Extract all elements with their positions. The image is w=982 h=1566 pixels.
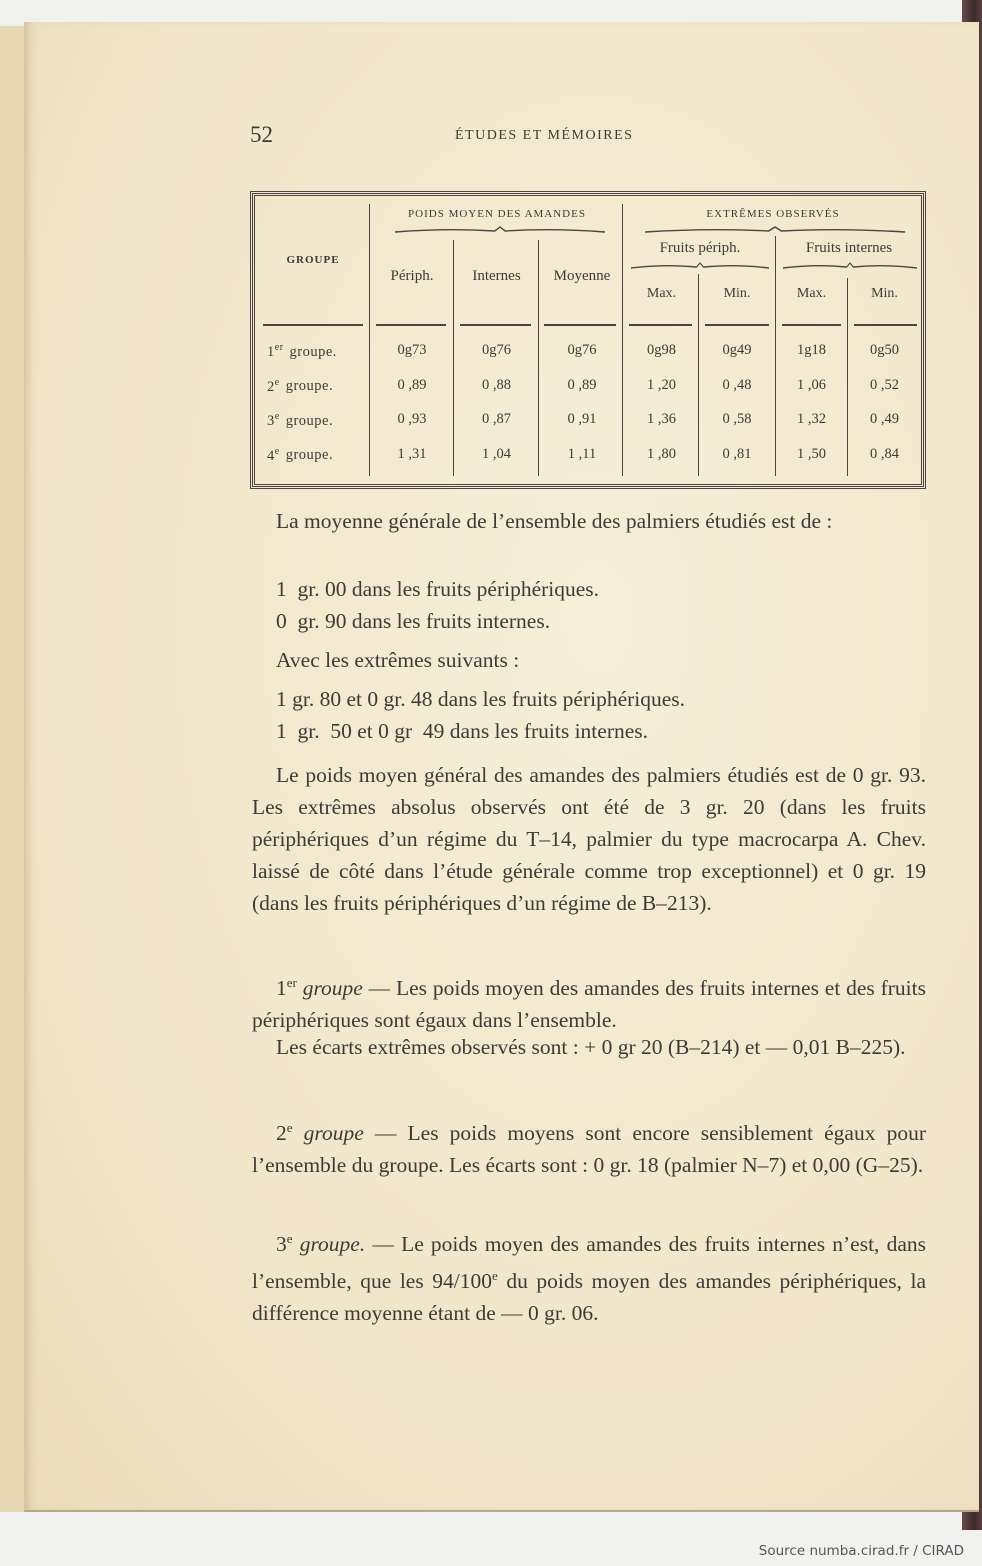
row-group-label	[267, 411, 333, 430]
row-group-label	[267, 342, 337, 361]
group-number: 1	[276, 976, 287, 1001]
cell-internes: 1 ,04	[482, 445, 511, 462]
line-extremes-intro: Avec les extrêmes suivants :	[276, 648, 520, 672]
cell-fi-min: 0 ,49	[870, 411, 899, 427]
cell-moyenne: 0 ,91	[567, 411, 597, 427]
group-label: groupe.	[299, 1232, 366, 1257]
header-rule	[629, 324, 692, 326]
header-rule	[460, 324, 531, 326]
cell-moyenne: 1 ,11	[567, 445, 597, 462]
source-credit: Source numba.cirad.fr / CIRAD	[758, 1543, 964, 1559]
header-fruits-internes: Fruits internes	[805, 240, 893, 256]
header-rule	[544, 324, 616, 326]
paragraph-groupe-1-ecarts: Les écarts extrêmes observés sont : + 0 gr 20 (B–214) et — 0,01 B–225).	[276, 1035, 906, 1059]
header-periph: Périph.	[390, 268, 434, 284]
group-label: groupe	[302, 976, 363, 1001]
ordinal-suffix: e	[274, 445, 280, 457]
ordinal-suffix: er	[274, 342, 284, 353]
header-rule	[263, 324, 363, 326]
group-text: du poids moyen des amandes périphériques, la différence moyenne étant de — 0 gr. 06.	[252, 1269, 926, 1326]
paragraph-groupe-2	[252, 1112, 926, 1181]
paragraph-groupe-1	[252, 967, 926, 1036]
cell-fp-min: 0 ,58	[722, 411, 752, 427]
ordinal-suffix: e	[286, 1231, 293, 1246]
header-fp-min: Min.	[723, 286, 751, 301]
cell-fp-max: 1 ,80	[647, 445, 676, 462]
group-number: 3	[267, 412, 275, 429]
group-text: — Les poids moyens sont encore sensiblement égaux pour l’ensemble du groupe. Les écarts sont : 0 gr. 18 (palmier N–7) et 0,00 (G–25).	[252, 1121, 926, 1178]
brace-decoration	[395, 226, 605, 234]
group-number: 1	[267, 343, 275, 360]
column-divider	[538, 240, 539, 476]
header-moyenne: Moyenne	[553, 268, 611, 284]
group-text: — Les poids moyen des amandes des fruits internes et des fruits périphériques sont égaux dans l’ensemble.	[252, 976, 926, 1033]
header-internes: Internes	[472, 268, 521, 284]
column-divider	[622, 204, 623, 476]
cell-periph: 1 ,31	[397, 445, 427, 462]
ordinal-suffix: e	[274, 411, 280, 422]
cell-fp-max: 1 ,36	[647, 411, 676, 427]
group-word: groupe.	[285, 412, 334, 429]
header-extremes: EXTRÊMES OBSERVÉS	[706, 208, 840, 220]
header-fi-min: Min.	[871, 286, 898, 301]
header-fp-max: Max.	[646, 286, 677, 301]
group-word: groupe.	[285, 447, 334, 464]
brace-decoration	[631, 262, 769, 270]
paragraph-moyenne-generale: La moyenne générale de l’ensemble des palmiers étudiés est de :	[276, 509, 833, 533]
cell-fi-max: 1 ,50	[797, 445, 826, 462]
paragraph-poids-moyen-general: Le poids moyen général des amandes des palmiers étudiés est de 0 gr. 93. Les extrêmes absolus observés ont été de 3 gr. 20 (dans les fruits périphériques d’un régime du T–14, palmier du type macrocarpa A. Chev. laissé de côté dans l’étude générale comme trop exceptionnel) et 0 gr. 19 (dans les fruits périphériques d’un régime de B–213).	[252, 763, 926, 915]
header-poids-moyen: POIDS MOYEN DES AMANDES	[408, 208, 586, 220]
group-label: groupe	[303, 1121, 364, 1146]
group-number: 3	[276, 1232, 287, 1257]
cell-periph: 0 ,93	[397, 411, 427, 427]
data-table	[252, 193, 924, 487]
line-extremes-internes: 1 gr. 50 et 0 gr 49 dans les fruits internes.	[276, 719, 649, 743]
column-divider	[453, 240, 454, 476]
ordinal-suffix: e	[286, 1120, 293, 1135]
row-group-label	[267, 377, 333, 396]
cell-fp-min: 0 ,81	[722, 445, 752, 462]
cell-periph: 0g73	[397, 342, 427, 358]
cell-fi-max: 1g18	[797, 342, 826, 358]
column-divider	[369, 204, 370, 476]
header-rule	[705, 324, 769, 326]
header-rule	[376, 324, 446, 326]
cell-fp-max: 1 ,20	[647, 376, 676, 393]
cell-moyenne: 0g76	[567, 342, 597, 358]
cell-periph: 0 ,89	[397, 376, 427, 393]
running-head-title: ÉTUDES ET MÉMOIRES	[455, 128, 634, 143]
cell-fi-min: 0g50	[870, 342, 899, 358]
group-word: groupe.	[289, 343, 337, 360]
cell-internes: 0 ,88	[482, 376, 511, 393]
group-number: 2	[276, 1121, 287, 1146]
cell-moyenne: 0 ,89	[567, 376, 597, 393]
ordinal-suffix: e	[274, 376, 280, 388]
running-head	[250, 122, 930, 152]
brace-decoration	[783, 262, 917, 270]
header-rule	[854, 324, 917, 326]
header-fi-max: Max.	[796, 286, 827, 301]
cell-internes: 0 ,87	[482, 411, 511, 427]
cell-fp-max: 0g98	[647, 342, 676, 358]
ordinal-suffix: er	[286, 975, 297, 990]
group-number: 4	[267, 447, 275, 464]
brace-decoration	[645, 226, 905, 234]
header-rule	[782, 324, 841, 326]
group-word: groupe.	[285, 378, 334, 395]
paragraph-groupe-3	[252, 1223, 926, 1329]
cell-fi-max: 1 ,32	[797, 411, 826, 427]
cell-fi-min: 0 ,52	[870, 376, 899, 393]
fraction-suffix: e	[492, 1268, 498, 1284]
line-fruits-internes-mean: 0 gr. 90 dans les fruits internes.	[276, 609, 551, 633]
cell-fp-min: 0g49	[722, 342, 752, 358]
group-text: — Le poids moyen des amandes des fruits internes n’est, dans l’ensemble, que les 94/100	[252, 1232, 927, 1294]
cell-fp-min: 0 ,48	[722, 376, 752, 393]
header-groupe: GROUPE	[286, 254, 340, 266]
cell-fi-max: 1 ,06	[797, 376, 826, 393]
group-number: 2	[267, 378, 275, 395]
header-fruits-periph: Fruits périph.	[659, 240, 741, 256]
cell-internes: 0g76	[482, 342, 511, 358]
line-fruits-periph-mean: 1 gr. 00 dans les fruits périphériques.	[276, 577, 600, 601]
cell-fi-min: 0 ,84	[870, 445, 899, 462]
row-group-label	[267, 446, 333, 465]
page-number: 52	[250, 122, 273, 147]
line-extremes-periph: 1 gr. 80 et 0 gr. 48 dans les fruits périphériques.	[276, 687, 686, 711]
